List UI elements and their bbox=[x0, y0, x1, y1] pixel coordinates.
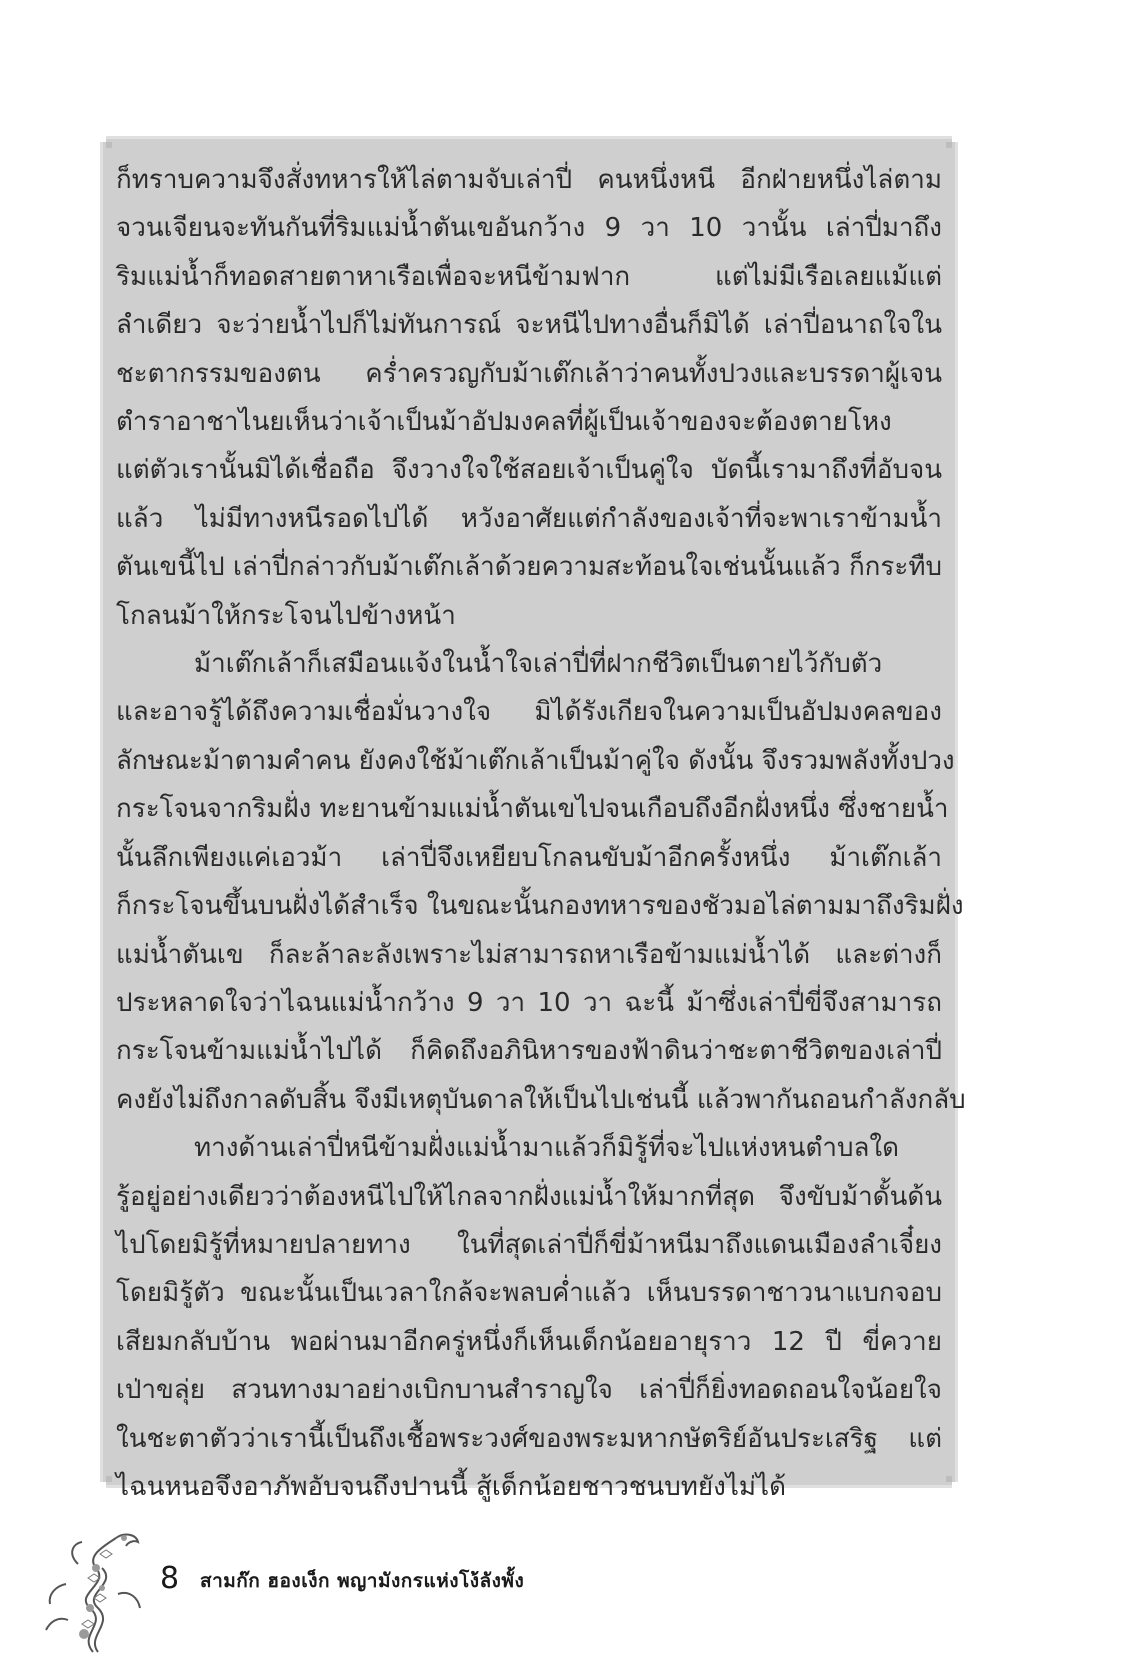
body-text bbox=[116, 156, 966, 1511]
panel-corner-ornament bbox=[946, 142, 952, 148]
text-line: ไปโดยมิรู้ที่หมายปลายทาง ในที่สุดเล่าปี่ก็ขี่ม้าหนีมาถึงแดนเมืองลำเจี๋ยง bbox=[116, 1229, 942, 1260]
text-line: และอาจรู้ได้ถึงความเชื่อมั่นวางใจ มิได้รังเกียจในความเป็นอัปมงคลของ bbox=[116, 697, 942, 728]
text-line: เป่าขลุ่ย สวนทางมาอย่างเบิกบานสำราญใจ เล่าปี่ก็ยิ่งทอดถอนใจน้อยใจ bbox=[116, 1375, 942, 1406]
text-line: จวนเจียนจะทันกันที่ริมแม่น้ำตันเขอันกว้าง 9 วา 10 วานั้น เล่าปี่มาถึง bbox=[116, 213, 942, 244]
dragon-icon bbox=[38, 1524, 148, 1654]
text-line: คงยังไม่ถึงกาลดับสิ้น จึงมีเหตุบันดาลให้เป็นไปเช่นนี้ แล้วพากันถอนกำลังกลับ bbox=[116, 1084, 966, 1115]
text-line: แม่น้ำตันเข ก็ละล้าละลังเพราะไม่สามารถหาเรือข้ามแม่น้ำได้ และต่างก็ bbox=[116, 939, 942, 970]
text-line: กระโจนจากริมฝั่ง ทะยานข้ามแม่น้ำตันเขไปจนเกือบถึงอีกฝั่งหนึ่ง ซึ่งชายน้ำ bbox=[116, 794, 949, 825]
panel-corner-notch bbox=[96, 132, 106, 142]
text-line: ก็ทราบความจึงสั่งทหารให้ไล่ตามจับเล่าปี่ คนหนึ่งหนี อีกฝ่ายหนึ่งไล่ตาม bbox=[116, 165, 942, 195]
text-line: ชะตากรรมของตน คร่ำครวญกับม้าเต๊กเล้าว่าคนทั้งปวงและบรรดาผู้เจน bbox=[116, 358, 942, 389]
text-line: ในชะตาตัวว่าเรานี้เป็นถึงเชื้อพระวงศ์ของพระมหากษัตริย์อันประเสริฐ แต่ bbox=[116, 1423, 942, 1454]
paragraph-first-line: ม้าเต๊กเล้าก็เสมือนแจ้งในน้ำใจเล่าปี่ที่ฝากชีวิตเป็นตายไว้กับตัว bbox=[194, 649, 883, 680]
text-line: ตันเขนี้ไป เล่าปี่กล่าวกับม้าเต๊กเล้าด้วยความสะท้อนใจเช่นนั้นแล้ว ก็กระทืบ bbox=[116, 552, 942, 583]
text-line: ริมแม่น้ำก็ทอดสายตาหาเรือเพื่อจะหนีข้ามฟาก แต่ไม่มีเรือเลยแม้แต่ bbox=[116, 261, 942, 292]
text-line: ประหลาดใจว่าไฉนแม่น้ำกว้าง 9 วา 10 วา ฉะนี้ ม้าซึ่งเล่าปี่ขี่จึงสามารถ bbox=[116, 987, 942, 1018]
panel-corner-notch bbox=[952, 132, 962, 142]
text-line: โดยมิรู้ตัว ขณะนั้นเป็นเวลาใกล้จะพลบค่ำแล้ว เห็นบรรดาชาวนาแบกจอบ bbox=[116, 1278, 942, 1309]
text-line: ไฉนหนอจึงอาภัพอับจนถึงปานนี้ สู้เด็กน้อยชาวชนบทยังไม่ได้ bbox=[116, 1471, 787, 1502]
text-line: เสียมกลับบ้าน พอผ่านมาอีกครู่หนึ่งก็เห็นเด็กน้อยอายุราว 12 ปี ขี่ควาย bbox=[116, 1326, 942, 1357]
panel-corner-notch bbox=[96, 1482, 106, 1492]
text-line: ก็กระโจนขึ้นบนฝั่งได้สำเร็จ ในขณะนั้นกองทหารของชัวมอไล่ตามมาถึงริมฝั่ง bbox=[116, 891, 964, 922]
panel-corner-ornament bbox=[946, 1476, 952, 1482]
page-number: 8 bbox=[160, 1561, 180, 1596]
text-line: โกลนม้าให้กระโจนไปข้างหน้า bbox=[116, 600, 456, 631]
panel-corner-notch bbox=[952, 1482, 962, 1492]
text-line: กระโจนข้ามแม่น้ำไปได้ ก็คิดถึงอภินิหารของฟ้าดินว่าชะตาชีวิตของเล่าปี่ bbox=[116, 1036, 942, 1067]
text-line: นั้นลึกเพียงแค่เอวม้า เล่าปี่จึงเหยียบโกลนขับม้าอีกครั้งหนึ่ง ม้าเต๊กเล้า bbox=[116, 842, 942, 873]
panel-corner-ornament bbox=[106, 142, 112, 148]
text-line: รู้อยู่อย่างเดียวว่าต้องหนีไปให้ไกลจากฝั่งแม่น้ำให้มากที่สุด จึงขับม้าดั้นด้น bbox=[116, 1181, 942, 1212]
text-line: ลักษณะม้าตามคำคน ยังคงใช้ม้าเต๊กเล้าเป็นม้าคู่ใจ ดังนั้น จึงรวมพลังทั้งปวง bbox=[116, 745, 955, 776]
text-line: ลำเดียว จะว่ายน้ำไปก็ไม่ทันการณ์ จะหนีไปทางอื่นก็มิได้ เล่าปี่อนาถใจใน bbox=[116, 310, 942, 341]
text-line: แล้ว ไม่มีทางหนีรอดไปได้ หวังอาศัยแต่กำลังของเจ้าที่จะพาเราข้ามน้ำ bbox=[116, 503, 942, 534]
text-line: ตำราอาชาไนยเห็นว่าเจ้าเป็นม้าอัปมงคลที่ผู้เป็นเจ้าของจะต้องตายโหง bbox=[116, 407, 892, 438]
running-title: สามก๊ก ฮองเง็ก พญามังกรแห่งโง้ลังพั้ง bbox=[200, 1570, 525, 1592]
text-panel bbox=[100, 136, 966, 1502]
text-line: แต่ตัวเรานั้นมิได้เชื่อถือ จึงวางใจใช้สอยเจ้าเป็นคู่ใจ บัดนี้เรามาถึงที่อับจน bbox=[116, 455, 942, 486]
paragraph-first-line: ทางด้านเล่าปี่หนีข้ามฝั่งแม่น้ำมาแล้วก็มิรู้ที่จะไปแห่งหนตำบลใด bbox=[194, 1133, 900, 1164]
panel-corner-ornament bbox=[106, 1476, 112, 1482]
